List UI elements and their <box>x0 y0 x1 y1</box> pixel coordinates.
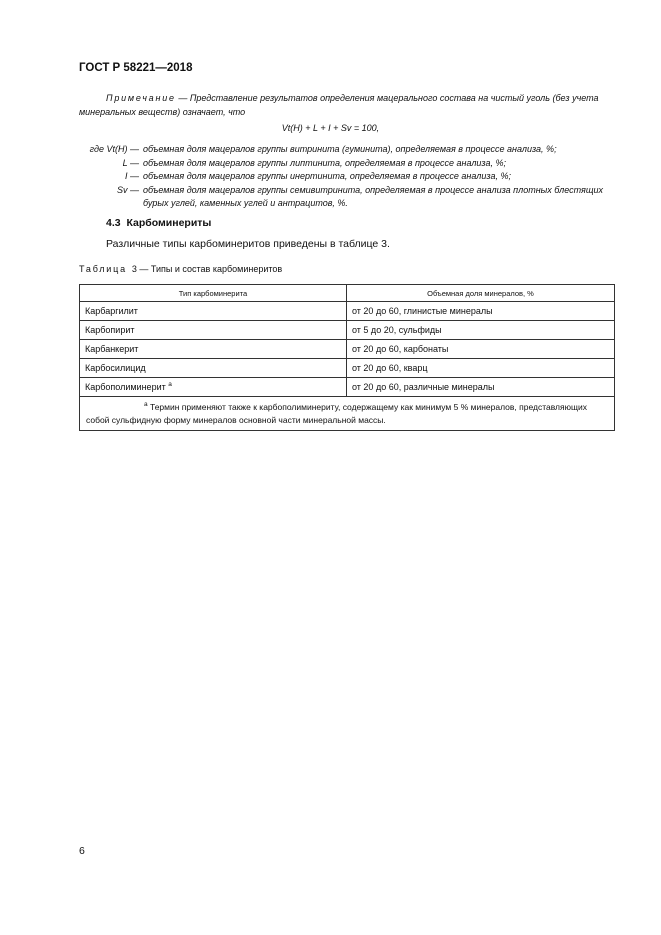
table-header-value: Объемная доля минералов, % <box>347 285 615 302</box>
table-cell-value: от 20 до 60, глинистые минералы <box>347 302 615 321</box>
section-number: 4.3 <box>106 217 121 229</box>
table-row <box>80 378 615 397</box>
table-row <box>80 340 615 359</box>
definition-term: I — <box>124 171 139 181</box>
definition-desc: объемная доля мацералов группы витринита (гуминита), определяемая в процессе анализа, %; <box>143 144 557 154</box>
table-cell-value: от 5 до 20, сульфиды <box>347 321 615 340</box>
formula: Vt(H) + L + I + Sv = 100, <box>281 123 380 133</box>
note-text: — Представление результатов определения мацерального состава на чистый уголь (без учета минеральных веществ) означает, что <box>79 93 599 117</box>
document-header: ГОСТ Р 58221—2018 <box>79 62 193 74</box>
section-heading <box>106 217 211 229</box>
table-cell-type: Карбанкерит <box>80 340 347 359</box>
definition-item <box>79 184 614 211</box>
definition-item <box>79 157 614 171</box>
definitions-list <box>79 143 614 211</box>
table-header-row <box>80 285 615 302</box>
table-cell-value: от 20 до 60, различные минералы <box>347 378 615 397</box>
footnote-mark: а <box>144 401 148 409</box>
definition-desc: объемная доля мацералов группы инертинита, определяемая в процессе анализа, %; <box>143 171 511 181</box>
minerals-table <box>79 284 615 431</box>
footnote-text: Термин применяют также к карбополиминериту, содержащему как минимум 5 % минералов, представляющих собой сульфидную форму минералов основной части минеральной массы. <box>86 402 587 425</box>
note-label: Примечание <box>106 93 176 103</box>
table-cell-value: от 20 до 60, кварц <box>347 359 615 378</box>
table-cell-type: Карбопирит <box>80 321 347 340</box>
definition-desc: объемная доля мацералов группы липтинита, определяемая в процессе анализа, %; <box>143 157 507 168</box>
definition-item <box>79 170 614 184</box>
table-footnote <box>80 397 615 431</box>
note-paragraph <box>79 92 614 119</box>
table-header-type: Тип карбоминерита <box>80 285 347 302</box>
table-cell-type: Карбосилицид <box>80 359 347 378</box>
definition-item <box>79 143 614 157</box>
table-caption-text: 3 — Типы и состав карбоминеритов <box>131 264 283 274</box>
table-footnote-row <box>80 397 615 431</box>
definition-desc: объемная доля мацералов группы семивитринита, определяемая в процессе анализа плотных блестящих бурых углей, каменных углей и антрацитов, %. <box>143 184 603 208</box>
table-row <box>80 359 615 378</box>
definition-term: Sv — <box>116 184 139 195</box>
section-title: Карбоминериты <box>126 217 212 229</box>
table-row <box>80 321 615 340</box>
table-caption <box>79 264 282 274</box>
table-cell-value: от 20 до 60, карбонаты <box>347 340 615 359</box>
table-caption-label: Таблица <box>79 264 127 274</box>
page-number: 6 <box>79 845 85 857</box>
definition-term: L — <box>122 157 139 168</box>
table-cell-type <box>80 378 347 397</box>
footnote-ref: а <box>168 381 172 388</box>
table-cell-type-text: Карбополиминерит <box>85 382 166 392</box>
table-row <box>80 302 615 321</box>
definition-term: где Vt(H) — <box>89 144 139 154</box>
table-cell-type: Карбаргилит <box>80 302 347 321</box>
body-paragraph: Различные типы карбоминеритов приведены в таблице 3. <box>106 238 390 250</box>
